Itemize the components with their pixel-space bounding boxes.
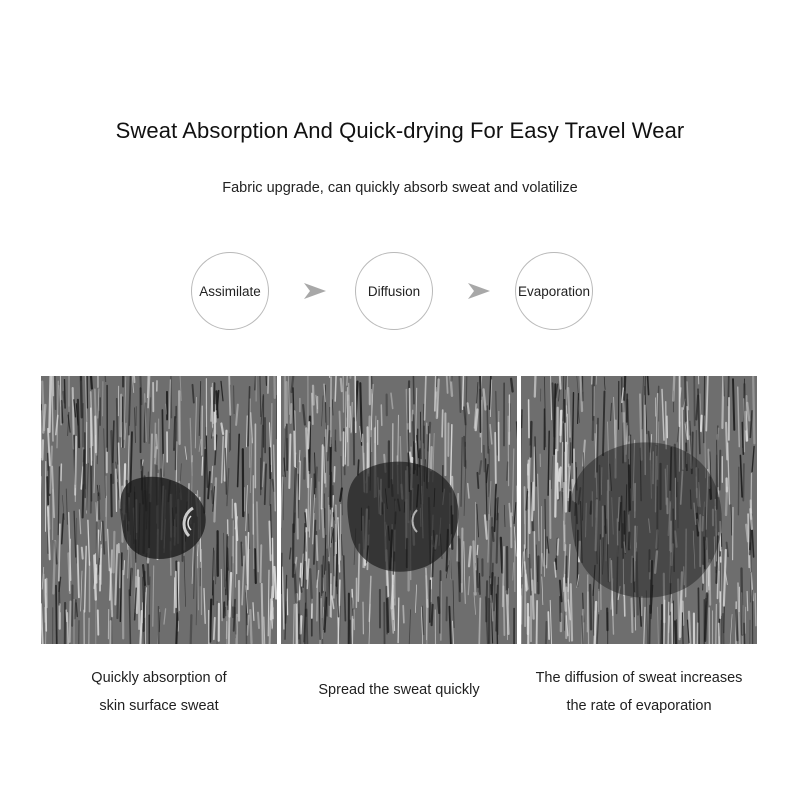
- fabric-fiber: [268, 376, 269, 393]
- fabric-fiber: [116, 469, 117, 511]
- fabric-fiber: [229, 376, 230, 415]
- fabric-fiber: [70, 602, 71, 642]
- fabric-fiber: [442, 410, 443, 437]
- fabric-fiber: [270, 474, 271, 505]
- fabric-fiber: [262, 584, 263, 644]
- fabric-fiber: [91, 408, 92, 465]
- sweat-evaporating: [571, 442, 722, 597]
- fabric-fiber: [477, 473, 478, 488]
- fabric-fiber: [270, 448, 271, 478]
- fabric-image-diffusion: [281, 376, 517, 644]
- fabric-fiber: [272, 538, 273, 597]
- fabric-fiber: [555, 450, 556, 517]
- fabric-fiber: [464, 437, 465, 466]
- fabric-fiber: [274, 376, 275, 398]
- step-diffusion-label: Diffusion: [367, 283, 421, 299]
- fabric-fiber: [564, 483, 565, 550]
- fabric-fiber: [111, 475, 112, 517]
- fabric-fiber: [664, 600, 665, 644]
- fabric-fiber: [137, 570, 138, 613]
- fabric-fiber: [508, 416, 509, 486]
- fabric-fiber: [497, 514, 498, 563]
- fabric-fiber: [204, 450, 205, 513]
- fabric-fiber: [49, 376, 50, 432]
- fabric-fiber: [480, 376, 481, 432]
- fabric-fiber: [534, 532, 535, 593]
- fabric-fiber: [190, 615, 191, 644]
- fabric-fiber: [562, 443, 563, 488]
- fabric-fiber: [65, 380, 66, 408]
- caption-diffusion: [281, 676, 517, 704]
- fabric-fiber: [687, 407, 688, 440]
- fabric-fiber: [590, 585, 591, 629]
- fabric-fiber: [537, 601, 538, 644]
- fabric-fiber: [53, 376, 54, 396]
- caption-line: The diffusion of sweat increases: [535, 670, 743, 686]
- fabric-fiber: [94, 556, 96, 600]
- fabric-fiber: [174, 417, 175, 450]
- fabric-fiber: [229, 601, 230, 644]
- fabric-fiber: [542, 554, 543, 566]
- fabric-fiber: [322, 445, 323, 509]
- fabric-image-evaporation: [521, 376, 757, 644]
- fabric-fiber: [358, 460, 359, 475]
- page-subtitle: Fabric upgrade, can quickly absorb sweat and volatilize: [222, 180, 578, 196]
- caption-absorption: [41, 664, 277, 720]
- fabric-fiber: [570, 492, 571, 511]
- fabric-fiber: [468, 403, 469, 413]
- fabric-fiber: [722, 376, 723, 428]
- fabric-fiber: [55, 376, 56, 409]
- fabric-fiber: [545, 622, 546, 644]
- fabric-fiber: [269, 522, 270, 561]
- arrow-right-icon: [304, 282, 326, 300]
- fabric-fiber: [98, 610, 99, 634]
- fabric-fiber: [214, 551, 215, 577]
- fabric-fiber: [346, 392, 347, 457]
- fabric-fiber: [193, 385, 194, 403]
- fabric-fiber: [224, 602, 225, 617]
- fabric-fiber: [451, 376, 452, 381]
- step-assimilate-circle: [191, 252, 269, 330]
- fabric-fiber: [250, 610, 251, 643]
- fabric-fiber: [477, 556, 478, 587]
- fabric-fiber: [89, 618, 90, 644]
- fabric-fiber: [704, 377, 705, 443]
- fabric-fiber: [307, 610, 308, 645]
- fabric-fiber: [330, 507, 331, 547]
- fabric-fiber: [666, 402, 667, 449]
- fabric-fiber: [482, 397, 483, 452]
- fabric-fiber: [743, 464, 744, 501]
- fabric-fiber: [331, 377, 332, 446]
- fabric-fiber: [720, 451, 721, 490]
- fabric-fiber: [742, 422, 743, 454]
- fabric-fiber: [753, 376, 754, 443]
- fabric-fiber: [176, 407, 177, 470]
- fabric-fiber: [47, 477, 48, 504]
- fabric-fiber: [723, 614, 724, 644]
- fabric-fiber: [398, 598, 399, 643]
- fabric-fiber: [438, 597, 439, 613]
- fabric-fiber: [297, 469, 298, 539]
- fabric-fiber: [236, 615, 237, 644]
- fabric-fiber: [114, 532, 115, 573]
- fabric-fiber: [751, 500, 752, 518]
- step-evaporation-circle: [515, 252, 593, 330]
- fabric-fiber: [91, 376, 92, 389]
- fabric-fiber: [347, 376, 348, 385]
- fabric-fiber: [503, 547, 504, 606]
- fabric-fiber: [46, 580, 47, 631]
- fabric-fiber: [308, 422, 309, 448]
- fabric-fiber: [110, 621, 111, 644]
- fabric-fiber: [59, 524, 60, 581]
- fabric-fiber: [155, 447, 156, 463]
- fabric-fiber: [75, 437, 76, 495]
- fabric-fiber: [66, 610, 67, 622]
- fabric-fiber: [726, 423, 727, 460]
- fabric-fiber: [78, 400, 79, 447]
- fabric-fiber: [336, 505, 337, 553]
- fabric-fiber: [413, 376, 414, 404]
- fabric-fiber: [736, 610, 737, 640]
- fabric-fiber: [531, 422, 532, 457]
- fabric-fiber: [202, 457, 203, 475]
- fabric-fiber: [525, 487, 526, 548]
- fabric-fiber: [744, 399, 745, 452]
- fabric-fiber: [271, 404, 272, 465]
- fabric-fiber: [719, 624, 720, 645]
- fabric-fiber: [694, 376, 695, 425]
- fabric-fiber: [563, 424, 564, 491]
- fabric-fiber: [317, 580, 318, 621]
- fabric-fiber: [281, 553, 282, 593]
- fabric-fiber: [381, 405, 382, 425]
- fabric-fiber: [261, 545, 262, 582]
- fabric-fiber: [350, 376, 351, 378]
- fabric-texture: [281, 376, 517, 644]
- fabric-fiber: [419, 449, 420, 466]
- fabric-fiber: [501, 538, 503, 573]
- fabric-texture: [41, 376, 277, 644]
- fabric-fiber: [299, 450, 300, 462]
- fabric-fiber: [82, 548, 83, 559]
- fabric-fiber: [675, 621, 676, 644]
- fabric-fiber: [156, 435, 157, 449]
- fabric-fiber: [299, 461, 300, 499]
- fabric-fiber: [81, 376, 82, 417]
- fabric-fiber: [698, 588, 699, 644]
- fabric-fiber: [462, 529, 463, 592]
- fabric-fiber: [649, 606, 650, 644]
- fabric-fiber: [494, 577, 495, 611]
- fabric-fiber: [56, 586, 57, 644]
- fabric-fiber: [258, 613, 259, 629]
- fabric-fiber: [755, 594, 756, 626]
- fabric-fiber: [560, 376, 561, 389]
- fabric-fiber: [673, 376, 674, 401]
- fabric-fiber: [733, 379, 734, 430]
- step-evaporation-label: Evaporation: [517, 283, 591, 299]
- fabric-fiber: [511, 379, 512, 392]
- fabric-fiber: [532, 483, 533, 521]
- fabric-fiber: [329, 562, 330, 605]
- caption-line: Quickly absorption of: [91, 670, 227, 686]
- fabric-fiber: [369, 417, 370, 476]
- fabric-fiber: [79, 621, 80, 644]
- fabric-fiber: [558, 539, 559, 555]
- fabric-fiber: [340, 412, 341, 441]
- fabric-fiber: [241, 542, 242, 565]
- fabric-fiber: [341, 379, 342, 391]
- fabric-fiber: [487, 406, 488, 453]
- fabric-fiber: [416, 442, 417, 464]
- fabric-fiber: [352, 617, 353, 644]
- fabric-fiber: [174, 578, 175, 613]
- fabric-fiber: [42, 440, 43, 459]
- fabric-texture: [521, 376, 757, 644]
- fabric-fiber: [75, 600, 76, 618]
- fabric-fiber: [548, 612, 549, 639]
- fabric-fiber: [697, 623, 698, 644]
- fabric-fiber: [322, 566, 323, 593]
- fabric-fiber: [742, 569, 743, 635]
- fabric-fiber: [355, 376, 356, 432]
- sweat-spread: [347, 462, 458, 572]
- fabric-image-absorption: [41, 376, 277, 644]
- fabric-fiber: [535, 376, 536, 397]
- fabric-fiber: [117, 399, 118, 464]
- fabric-fiber: [228, 549, 229, 571]
- fabric-fiber: [484, 446, 485, 472]
- fabric-fiber: [507, 462, 508, 480]
- fabric-fiber: [557, 464, 558, 499]
- fabric-fiber: [486, 581, 487, 621]
- fabric-fiber: [212, 484, 213, 503]
- fabric-fiber: [270, 599, 271, 644]
- fabric-fiber: [255, 549, 256, 583]
- fabric-fiber: [561, 411, 562, 442]
- fabric-fiber: [632, 599, 633, 633]
- fabric-fiber: [291, 404, 292, 423]
- fabric-fiber: [403, 606, 404, 623]
- step-assimilate-label: Assimilate: [199, 283, 261, 299]
- fabric-fiber: [287, 589, 288, 615]
- fabric-fiber: [317, 536, 318, 560]
- fabric-fiber: [111, 550, 112, 572]
- fabric-fiber: [431, 447, 432, 470]
- caption-evaporation: [511, 664, 767, 720]
- fabric-fiber: [322, 509, 323, 537]
- fabric-fiber: [386, 587, 387, 634]
- caption-line: the rate of evaporation: [566, 698, 712, 714]
- fabric-fiber: [124, 561, 125, 575]
- fabric-fiber: [671, 595, 672, 611]
- fabric-fiber: [532, 581, 533, 619]
- page-title: Sweat Absorption And Quick-drying For Easy Travel Wear: [115, 118, 685, 143]
- fabric-fiber: [320, 593, 321, 640]
- arrow-right-icon: [468, 282, 490, 300]
- fabric-fiber: [144, 572, 145, 631]
- fabric-fiber: [412, 410, 413, 420]
- fabric-fiber: [250, 399, 251, 467]
- step-diffusion-circle: [355, 252, 433, 330]
- fabric-fiber: [111, 431, 113, 483]
- fabric-fiber: [214, 618, 215, 639]
- fabric-fiber: [289, 435, 290, 489]
- fabric-fiber: [685, 376, 686, 421]
- fabric-fiber: [98, 493, 99, 519]
- fabric-fiber: [747, 592, 748, 611]
- caption-line: skin surface sweat: [99, 698, 219, 714]
- fabric-fiber: [331, 473, 332, 507]
- fabric-fiber: [587, 575, 588, 632]
- fabric-fiber: [308, 472, 309, 531]
- fabric-fiber: [432, 605, 433, 625]
- fabric-fiber: [313, 386, 314, 405]
- fabric-fiber: [458, 537, 459, 602]
- caption-line: Spread the sweat quickly: [318, 682, 480, 698]
- fabric-fiber: [447, 376, 448, 393]
- fabric-fiber: [571, 584, 572, 640]
- fabric-fiber: [210, 600, 211, 642]
- fabric-fiber: [120, 395, 121, 436]
- fabric-fiber: [534, 447, 535, 510]
- fabric-fiber: [334, 467, 335, 482]
